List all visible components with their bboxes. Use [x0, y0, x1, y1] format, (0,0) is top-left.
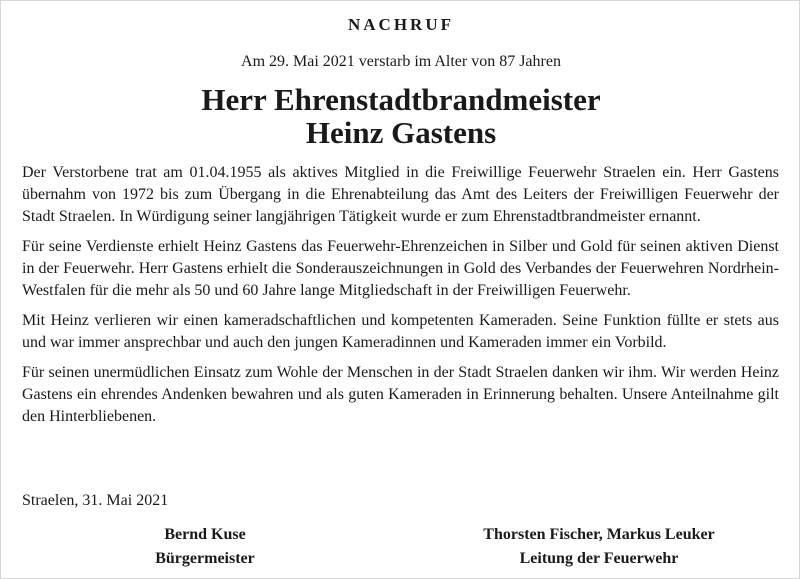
obituary-body — [22, 162, 779, 436]
notice-heading: NACHRUF — [348, 15, 454, 34]
signatory-title: Leitung der Feuerwehr — [519, 550, 679, 567]
signatory-name: Thorsten Fischer, Markus Leuker — [483, 526, 715, 543]
signature-fire-department — [439, 523, 759, 571]
place-and-date: Straelen, 31. Mai 2021 — [22, 492, 169, 509]
deceased-name: Heinz Gastens — [305, 115, 497, 150]
death-announcement: Am 29. Mai 2021 verstarb im Alter von 87 Jahren — [241, 53, 561, 70]
signatory-name: Bernd Kuse — [164, 526, 246, 543]
body-paragraph: Für seinen unermüdlichen Einsatz zum Wohle der Menschen in der Stadt Straelen danken wir ihm. Wir werden Heinz Gastens ein ehrendes Andenken bewahren und als guten Kameraden in Erinnerung behalten. Unsere Anteilnahme gilt den Hinterbliebenen. — [22, 364, 779, 425]
body-paragraph: Für seine Verdienste erhielt Heinz Gastens das Feuerwehr-Ehrenzeichen in Silber und Gold für seinen aktiven Dienst in der Feuerwehr. Herr Gastens erhielt die Sonderauszeichnungen in Gold des Verbandes der Feuerwehren Nordrhein-Westfalen für die mehr als 50 und 60 Jahre lange Mitgliedschaft in der Freiwilligen Feuerwehr. — [22, 238, 779, 299]
deceased-name-block — [1, 83, 800, 149]
signature-mayor — [105, 523, 305, 571]
body-paragraph: Der Verstorbene trat am 01.04.1955 als aktives Mitglied in die Freiwillige Feuerwehr Straelen ein. Herr Gastens übernahm von 1972 bis zum Übergang in die Ehrenabteilung das Amt des Leiters der Freiwilligen Feuerwehr der Stadt Straelen. In Würdigung seiner langjährigen Tätigkeit wurde er zum Ehrenstadtbrandmeister ernannt. — [22, 164, 779, 225]
signatory-title: Bürgermeister — [155, 550, 255, 567]
body-paragraph: Mit Heinz verlieren wir einen kameradschaftlichen und kompetenten Kameraden. Seine Funktion füllte er stets aus und war immer ansprechbar und auch den jungen Kameradinnen und Kameraden immer ein Vorbild. — [22, 312, 779, 351]
deceased-title: Herr Ehrenstadtbrandmeister — [201, 82, 601, 117]
